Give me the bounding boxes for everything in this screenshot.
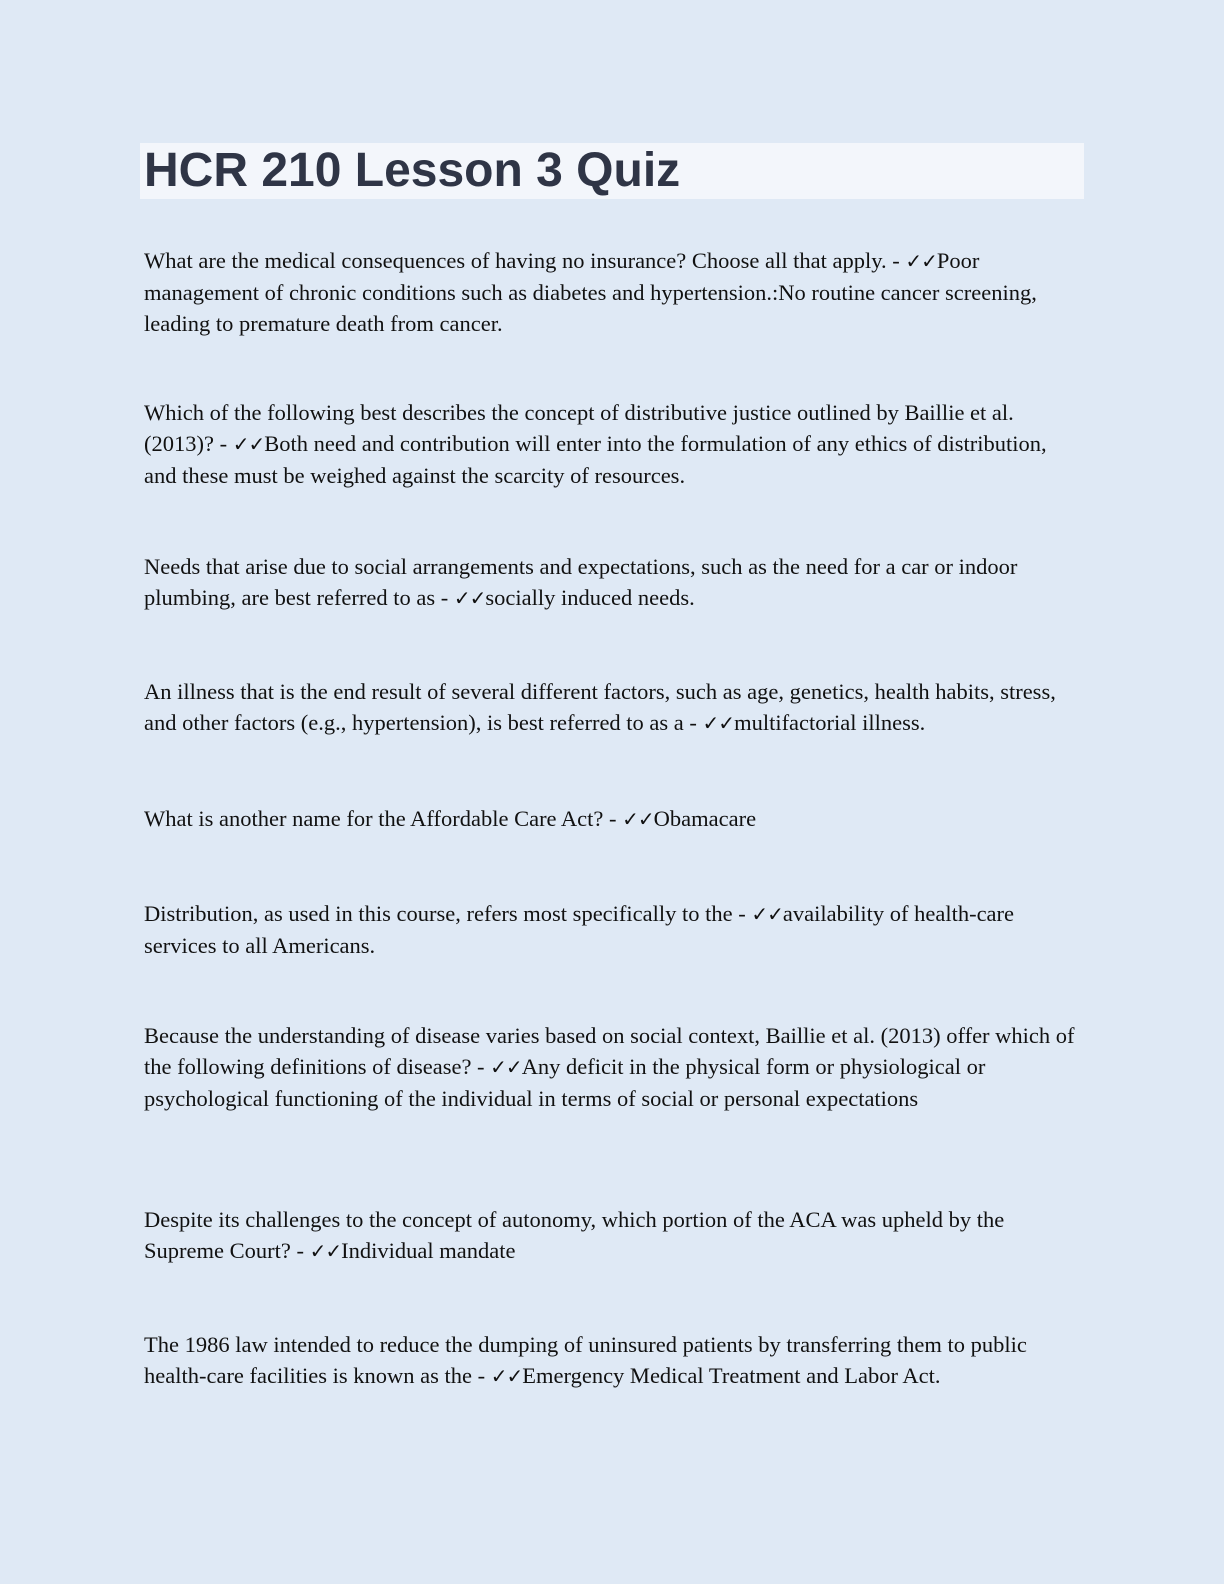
quiz-item (144, 1204, 1084, 1267)
double-check-icon: ✓✓ (309, 1239, 342, 1263)
answer-text: Individual mandate (341, 1238, 516, 1263)
answer-text: Poor management of chronic conditions such as diabetes and hypertension.:No routine cancer screening, leading to premature death from cancer. (144, 248, 1037, 336)
answer-text: availability of health-care services to all Americans. (144, 901, 1015, 958)
quiz-item (144, 676, 1084, 739)
double-check-icon: ✓✓ (490, 1364, 523, 1388)
answer-text: Any deficit in the physical form or physiological or psychological functioning of the individual in terms of social or personal expectations (144, 1054, 986, 1111)
question-text: What is another name for the Affordable Care Act? - (144, 806, 623, 831)
quiz-item (144, 898, 1084, 961)
quiz-item (144, 245, 1084, 339)
double-check-icon: ✓✓ (702, 711, 735, 735)
answer-text: Obamacare (653, 806, 757, 831)
answer-text: socially induced needs. (485, 585, 695, 610)
question-text: What are the medical consequences of having no insurance? Choose all that apply. - (144, 248, 906, 273)
double-check-icon: ✓✓ (232, 432, 265, 456)
page-title: HCR 210 Lesson 3 Quiz (144, 144, 681, 197)
question-text: An illness that is the end result of several different factors, such as age, genetics, health habits, stress, and other factors (e.g., hypertension), is best referred to as a - (144, 679, 1056, 735)
question-text: Distribution, as used in this course, refers most specifically to the - (144, 901, 752, 926)
quiz-item (144, 1020, 1084, 1114)
answer-text: Emergency Medical Treatment and Labor Act. (522, 1363, 941, 1388)
quiz-item (144, 397, 1084, 491)
answer-text: multifactorial illness. (734, 710, 926, 735)
question-text: The 1986 law intended to reduce the dumping of uninsured patients by transferring them to public health-care facilities is known as the - (144, 1332, 1027, 1388)
double-check-icon: ✓✓ (751, 902, 783, 926)
quiz-item (144, 551, 1084, 614)
quiz-item (144, 803, 1084, 835)
answer-text: Both need and contribution will enter into the formulation of any ethics of distribution, and these must be weighed against the scarcity of resources. (144, 431, 1047, 488)
question-text: Which of the following best describes the concept of distributive justice outlined by Baillie et al. (2013)? - (144, 400, 1014, 456)
question-text: Despite its challenges to the concept of autonomy, which portion of the ACA was upheld by the Supreme Court? - (144, 1207, 1005, 1263)
question-text: Because the understanding of disease varies based on social context, Baillie et al. (2013) offer which of the following definitions of disease? - (144, 1023, 1075, 1079)
double-check-icon: ✓✓ (622, 807, 654, 831)
question-text: Needs that arise due to social arrangements and expectations, such as the need for a car or indoor plumbing, are best referred to as - (144, 554, 1018, 610)
double-check-icon: ✓✓ (453, 586, 486, 610)
quiz-item (144, 1329, 1084, 1392)
double-check-icon: ✓✓ (905, 249, 937, 273)
double-check-icon: ✓✓ (490, 1055, 522, 1079)
